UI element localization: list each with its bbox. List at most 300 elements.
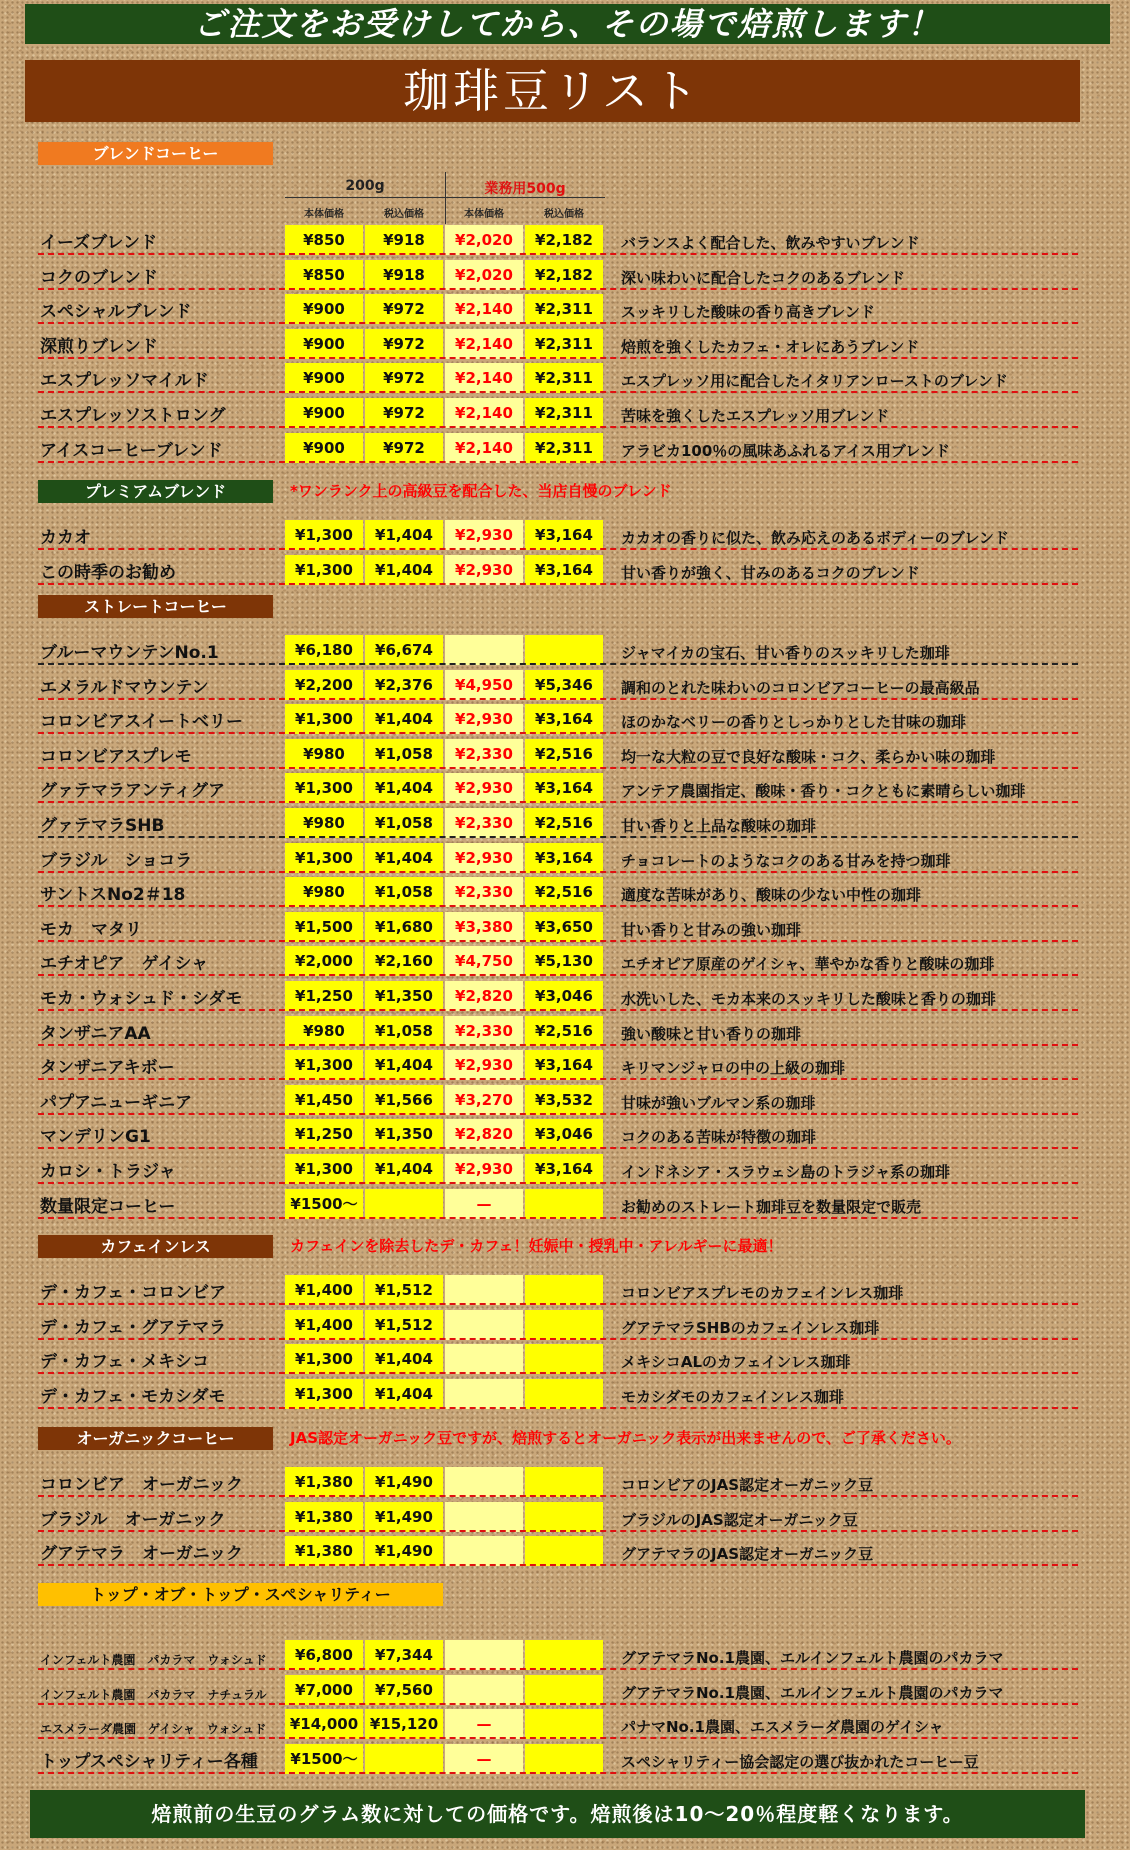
price-500g-tax bbox=[525, 1379, 603, 1409]
product-description: グアテマラNo.1農園、エルインフェルト農園のパカラマ bbox=[621, 1683, 1004, 1702]
table-row bbox=[38, 1675, 1078, 1705]
row-underline bbox=[38, 322, 1078, 324]
price-200g-base: ¥1,300 bbox=[285, 843, 363, 873]
price-200g-tax: ¥1,680 bbox=[365, 912, 443, 942]
price-200g-tax: ¥2,376 bbox=[365, 670, 443, 700]
price-500g-base bbox=[445, 1379, 523, 1409]
price-500g-base: ¥2,930 bbox=[445, 555, 523, 585]
product-name: タンザニアキボー bbox=[40, 1058, 175, 1079]
header-500g-base: 本体価格 bbox=[464, 209, 504, 220]
price-500g-base: ¥2,820 bbox=[445, 1119, 523, 1149]
price-500g-base: — bbox=[445, 1189, 523, 1219]
price-200g-tax: ¥1,404 bbox=[365, 1154, 443, 1184]
row-underline bbox=[38, 1737, 1078, 1739]
row-underline bbox=[38, 1668, 1078, 1670]
product-description: キリマンジャロの中の上級の珈琲 bbox=[621, 1059, 846, 1078]
price-200g-base: ¥900 bbox=[285, 294, 363, 324]
product-description: グアテマラNo.1農園、エルインフェルト農園のパカラマ bbox=[621, 1649, 1004, 1667]
price-200g-base: ¥850 bbox=[285, 225, 363, 255]
product-description: 苦味を強くしたエスプレッソ用ブレンド bbox=[621, 407, 890, 425]
price-200g-base: ¥1,250 bbox=[285, 1119, 363, 1149]
product-description: ブラジルのJAS認定オーガニック豆 bbox=[621, 1510, 858, 1529]
section-label-organic: オーガニックコーヒー bbox=[38, 1427, 273, 1450]
table-row bbox=[38, 912, 1078, 942]
table-row bbox=[38, 739, 1078, 769]
price-200g-base: ¥900 bbox=[285, 363, 363, 393]
product-name: ブラジル オーガニック bbox=[40, 1509, 226, 1530]
price-200g-tax: ¥7,560 bbox=[365, 1675, 443, 1705]
table-row bbox=[38, 294, 1078, 324]
price-200g-base: ¥980 bbox=[285, 1016, 363, 1046]
price-200g-tax: ¥1,350 bbox=[365, 981, 443, 1011]
price-500g-base bbox=[445, 1275, 523, 1305]
row-underline bbox=[38, 1009, 1078, 1011]
price-500g-tax: ¥3,164 bbox=[525, 555, 603, 585]
price-200g-base: ¥980 bbox=[285, 739, 363, 769]
price-200g-base: ¥2,200 bbox=[285, 670, 363, 700]
table-row bbox=[38, 1275, 1078, 1305]
product-name: インフェルト農園 パカラマ ナチュラル bbox=[40, 1687, 267, 1702]
price-500g-tax bbox=[525, 1467, 603, 1497]
product-name: コロンビアスプレモ bbox=[40, 746, 192, 767]
table-row bbox=[38, 1344, 1078, 1374]
product-name: エスプレッソマイルド bbox=[40, 371, 209, 392]
product-name: スペシャルブレンド bbox=[40, 302, 192, 323]
product-name: グァテマラアンティグア bbox=[40, 781, 225, 802]
price-200g-base: ¥1,400 bbox=[285, 1275, 363, 1305]
table-row bbox=[38, 1050, 1078, 1080]
price-500g-base: ¥2,930 bbox=[445, 1154, 523, 1184]
price-200g-base: ¥14,000 bbox=[285, 1709, 363, 1739]
price-500g-tax: ¥2,516 bbox=[525, 877, 603, 907]
product-name: デ・カフェ・モカシダモ bbox=[40, 1386, 226, 1407]
product-name: タンザニアAA bbox=[40, 1023, 151, 1044]
price-500g-base: ¥2,140 bbox=[445, 294, 523, 324]
price-200g-tax: ¥972 bbox=[365, 398, 443, 428]
price-500g-base bbox=[445, 1467, 523, 1497]
price-500g-base bbox=[445, 1344, 523, 1374]
product-description: 深い味わいに配合したコクのあるブレンド bbox=[621, 268, 906, 287]
product-description: お勧めのストレート珈琲豆を数量限定で販売 bbox=[621, 1197, 922, 1216]
premium-note: *ワンランク上の高級豆を配合した、当店自慢のブレンド bbox=[290, 482, 672, 500]
price-200g-base: ¥1,300 bbox=[285, 555, 363, 585]
price-500g-base: ¥4,950 bbox=[445, 670, 523, 700]
price-500g-base bbox=[445, 1536, 523, 1566]
header-200g-tax: 税込価格 bbox=[384, 209, 424, 220]
table-row bbox=[38, 877, 1078, 907]
table-row bbox=[38, 260, 1078, 290]
price-500g-tax: ¥5,130 bbox=[525, 946, 603, 976]
price-200g-tax: ¥1,404 bbox=[365, 843, 443, 873]
header-200g: 200g bbox=[345, 178, 385, 194]
price-200g-base: ¥1,300 bbox=[285, 1050, 363, 1080]
product-name: デ・カフェ・コロンビア bbox=[40, 1283, 227, 1303]
row-underline bbox=[38, 1044, 1078, 1046]
table-row bbox=[38, 1640, 1078, 1670]
row-underline bbox=[38, 1772, 1078, 1774]
row-underline bbox=[38, 357, 1078, 359]
price-500g-tax: ¥2,311 bbox=[525, 329, 603, 359]
table-row bbox=[38, 946, 1078, 976]
price-200g-base: ¥1,400 bbox=[285, 1310, 363, 1340]
product-description: チョコレートのようなコクのある甘みを持つ珈琲 bbox=[621, 851, 951, 870]
price-500g-base: ¥2,140 bbox=[445, 329, 523, 359]
table-row bbox=[38, 1502, 1078, 1532]
row-underline bbox=[38, 1338, 1078, 1340]
price-200g-tax: ¥1,058 bbox=[365, 808, 443, 838]
product-name: トップスペシャリティー各種 bbox=[40, 1751, 258, 1772]
table-row bbox=[38, 704, 1078, 734]
row-underline bbox=[38, 1147, 1078, 1149]
table-row bbox=[38, 1085, 1078, 1115]
price-500g-tax: ¥2,182 bbox=[525, 225, 603, 255]
product-name: コロンビア オーガニック bbox=[40, 1475, 243, 1495]
price-500g-base bbox=[445, 1310, 523, 1340]
product-description: パナマNo.1農園、エスメラーダ農園のゲイシャ bbox=[621, 1718, 944, 1737]
price-200g-base: ¥1,300 bbox=[285, 773, 363, 803]
table-row bbox=[38, 1379, 1078, 1409]
price-200g-tax: ¥1,512 bbox=[365, 1275, 443, 1305]
price-200g-tax: ¥1,404 bbox=[365, 555, 443, 585]
product-name: アイスコーヒーブレンド bbox=[40, 440, 223, 461]
row-underline bbox=[38, 1703, 1078, 1705]
product-name: デ・カフェ・グアテマラ bbox=[40, 1317, 227, 1338]
row-underline bbox=[38, 663, 1078, 665]
price-500g-base: ¥2,140 bbox=[445, 363, 523, 393]
price-500g-tax bbox=[525, 1344, 603, 1374]
table-row bbox=[38, 555, 1078, 585]
row-underline bbox=[38, 1113, 1078, 1115]
product-name: インフェルト農園 パカラマ ウォシュド bbox=[40, 1653, 267, 1667]
product-name: カロシ・トラジャ bbox=[40, 1162, 176, 1182]
product-name: カカオ bbox=[40, 528, 91, 548]
product-description: アンテア農園指定、酸味・香り・コクともに素晴らしい珈琲 bbox=[621, 782, 1026, 801]
product-description: コロンビアスプレモのカフェインレス珈琲 bbox=[621, 1284, 904, 1302]
product-name: パプアニューギニア bbox=[40, 1092, 193, 1113]
price-500g-tax bbox=[525, 1640, 603, 1670]
price-200g-tax: ¥1,490 bbox=[365, 1502, 443, 1532]
price-500g-tax: ¥3,164 bbox=[525, 704, 603, 734]
product-description: 強い酸味と甘い香りの珈琲 bbox=[621, 1024, 802, 1043]
row-underline bbox=[38, 1217, 1078, 1219]
price-500g-tax: ¥5,346 bbox=[525, 670, 603, 700]
product-description: 水洗いした、モカ本来のスッキリした酸味と香りの珈琲 bbox=[621, 990, 996, 1008]
price-500g-tax bbox=[525, 1709, 603, 1739]
price-200g-base: ¥1,300 bbox=[285, 520, 363, 550]
row-underline bbox=[38, 836, 1078, 838]
product-name: マンデリンG1 bbox=[40, 1127, 151, 1148]
price-200g-tax: ¥1,404 bbox=[365, 773, 443, 803]
price-500g-tax: ¥3,046 bbox=[525, 981, 603, 1011]
price-500g-base: ¥2,020 bbox=[445, 260, 523, 290]
product-description: 調和のとれた味わいのコロンビアコーヒーの最高級品 bbox=[621, 678, 980, 697]
product-name: デ・カフェ・メキシコ bbox=[40, 1352, 209, 1373]
row-underline bbox=[38, 1078, 1078, 1080]
price-500g-base: ¥2,020 bbox=[445, 225, 523, 255]
price-200g-base: ¥1,300 bbox=[285, 704, 363, 734]
product-description: グアテマラSHBのカフェインレス珈琲 bbox=[621, 1318, 880, 1337]
organic-note: JAS認定オーガニック豆ですが、焙煎するとオーガニック表示が出来ませんので、ご了承ください。 bbox=[290, 1429, 961, 1447]
price-200g-tax: ¥1,512 bbox=[365, 1310, 443, 1340]
header-500g-tax: 税込価格 bbox=[544, 209, 584, 220]
row-underline bbox=[38, 1407, 1078, 1409]
product-description: アラビカ100％の風味あふれるアイス用ブレンド bbox=[621, 441, 950, 460]
price-200g-base: ¥1,380 bbox=[285, 1536, 363, 1566]
product-description: 焙煎を強くしたカフェ・オレにあうブレンド bbox=[621, 337, 920, 356]
table-row bbox=[38, 433, 1078, 463]
price-500g-tax: ¥2,516 bbox=[525, 739, 603, 769]
table-row bbox=[38, 773, 1078, 803]
table-row bbox=[38, 981, 1078, 1011]
product-description: 適度な苦味があり、酸味の少ない中性の珈琲 bbox=[621, 886, 922, 905]
price-200g-tax: ¥1,404 bbox=[365, 1344, 443, 1374]
product-name: グァテマラSHB bbox=[40, 816, 165, 836]
price-500g-base bbox=[445, 1502, 523, 1532]
price-500g-tax bbox=[525, 1675, 603, 1705]
section-label-straight: ストレートコーヒー bbox=[38, 595, 273, 618]
price-200g-tax: ¥972 bbox=[365, 294, 443, 324]
table-row bbox=[38, 1189, 1078, 1219]
table-row bbox=[38, 520, 1078, 550]
price-500g-base: ¥2,140 bbox=[445, 433, 523, 463]
table-row bbox=[38, 363, 1078, 393]
price-200g-base: ¥1,450 bbox=[285, 1085, 363, 1115]
product-name: 数量限定コーヒー bbox=[40, 1196, 176, 1217]
price-200g-tax: ¥6,674 bbox=[365, 635, 443, 665]
table-row bbox=[38, 670, 1078, 700]
price-500g-tax: ¥3,164 bbox=[525, 843, 603, 873]
price-500g-tax: ¥3,164 bbox=[525, 520, 603, 550]
product-description: ジャマイカの宝石、甘い香りのスッキリした珈琲 bbox=[621, 644, 950, 662]
price-200g-tax: ¥1,350 bbox=[365, 1119, 443, 1149]
price-500g-base: ¥2,930 bbox=[445, 1050, 523, 1080]
product-name: モカ マタリ bbox=[40, 919, 142, 940]
price-500g-tax: ¥2,182 bbox=[525, 260, 603, 290]
price-200g-base: ¥6,180 bbox=[285, 635, 363, 665]
price-500g-tax: ¥3,532 bbox=[525, 1085, 603, 1115]
price-500g-base: — bbox=[445, 1709, 523, 1739]
price-200g-tax: ¥918 bbox=[365, 260, 443, 290]
product-description: コロンビアのJAS認定オーガニック豆 bbox=[621, 1476, 874, 1494]
row-underline bbox=[38, 583, 1078, 585]
row-underline bbox=[38, 871, 1078, 873]
price-500g-tax: ¥3,164 bbox=[525, 773, 603, 803]
price-500g-tax: ¥2,311 bbox=[525, 363, 603, 393]
price-200g-base: ¥980 bbox=[285, 877, 363, 907]
price-500g-tax bbox=[525, 635, 603, 665]
product-description: エチオピア原産のゲイシャ、華やかな香りと酸味の珈琲 bbox=[621, 955, 995, 974]
price-500g-tax: ¥2,311 bbox=[525, 433, 603, 463]
price-500g-tax: ¥3,650 bbox=[525, 912, 603, 942]
product-description: 甘味が強いブルマン系の珈琲 bbox=[621, 1093, 816, 1112]
price-200g-base: ¥1,500 bbox=[285, 912, 363, 942]
price-200g-tax: ¥1,404 bbox=[365, 1379, 443, 1409]
price-500g-tax: ¥3,164 bbox=[525, 1050, 603, 1080]
price-200g-base: ¥2,000 bbox=[285, 946, 363, 976]
price-500g-tax bbox=[525, 1310, 603, 1340]
price-500g-tax: ¥2,311 bbox=[525, 398, 603, 428]
price-200g-base: ¥1500～ bbox=[285, 1744, 363, 1774]
row-underline bbox=[38, 1495, 1078, 1497]
table-row bbox=[38, 1744, 1078, 1774]
price-200g-base: ¥850 bbox=[285, 260, 363, 290]
price-200g-base: ¥1,380 bbox=[285, 1467, 363, 1497]
product-name: イーズブレンド bbox=[40, 233, 158, 253]
row-underline bbox=[38, 905, 1078, 907]
product-description: 甘い香りと上品な酸味の珈琲 bbox=[621, 817, 817, 835]
price-200g-tax: ¥1,490 bbox=[365, 1467, 443, 1497]
price-200g-base: ¥980 bbox=[285, 808, 363, 838]
product-name: エメラルドマウンテン bbox=[40, 677, 209, 698]
section-label-top: トップ・オブ・トップ・スペシャリティー bbox=[38, 1583, 443, 1606]
row-underline bbox=[38, 391, 1078, 393]
price-200g-base: ¥900 bbox=[285, 398, 363, 428]
price-200g-base: ¥1500～ bbox=[285, 1189, 363, 1219]
row-underline bbox=[38, 1303, 1078, 1305]
price-200g-tax: ¥1,058 bbox=[365, 739, 443, 769]
row-underline bbox=[38, 253, 1078, 255]
product-description: 甘い香りと甘みの強い珈琲 bbox=[621, 920, 802, 939]
price-200g-base: ¥7,000 bbox=[285, 1675, 363, 1705]
price-500g-base bbox=[445, 1640, 523, 1670]
row-underline bbox=[38, 548, 1078, 550]
top-banner: ご注文をお受けしてから、その場で焙煎します！ bbox=[25, 4, 1110, 44]
price-500g-base bbox=[445, 635, 523, 665]
price-200g-tax: ¥972 bbox=[365, 433, 443, 463]
table-row bbox=[38, 329, 1078, 359]
price-200g-base: ¥1,300 bbox=[285, 1379, 363, 1409]
price-500g-base: ¥2,930 bbox=[445, 843, 523, 873]
row-underline bbox=[38, 288, 1078, 290]
table-row bbox=[38, 1709, 1078, 1739]
row-underline bbox=[38, 1372, 1078, 1374]
price-200g-base: ¥900 bbox=[285, 329, 363, 359]
bottom-banner: 焙煎前の生豆のグラム数に対しての価格です。焙煎後は10～20％程度軽くなります。 bbox=[30, 1790, 1085, 1838]
table-row bbox=[38, 1154, 1078, 1184]
table-row bbox=[38, 1119, 1078, 1149]
price-200g-base: ¥1,300 bbox=[285, 1154, 363, 1184]
product-name: エスプレッソストロング bbox=[40, 406, 226, 426]
price-200g-tax: ¥1,404 bbox=[365, 1050, 443, 1080]
price-500g-tax: ¥2,516 bbox=[525, 808, 603, 838]
row-underline bbox=[38, 426, 1078, 428]
price-500g-tax: ¥2,516 bbox=[525, 1016, 603, 1046]
price-200g-base: ¥1,380 bbox=[285, 1502, 363, 1532]
product-description: エスプレッソ用に配合したイタリアンローストのブレンド bbox=[621, 372, 1008, 391]
price-500g-tax: ¥2,311 bbox=[525, 294, 603, 324]
price-500g-tax: ¥3,164 bbox=[525, 1154, 603, 1184]
price-500g-base: ¥4,750 bbox=[445, 946, 523, 976]
product-description: コクのある苦味が特徴の珈琲 bbox=[621, 1128, 817, 1147]
product-name: ブルーマウンテンNo.1 bbox=[40, 643, 219, 663]
price-200g-tax: ¥1,566 bbox=[365, 1085, 443, 1115]
row-underline bbox=[38, 974, 1078, 976]
price-200g-tax: ¥1,404 bbox=[365, 520, 443, 550]
table-row bbox=[38, 635, 1078, 665]
product-name: モカ・ウォシュド・シダモ bbox=[40, 989, 243, 1009]
price-200g-tax: ¥1,058 bbox=[365, 1016, 443, 1046]
row-underline bbox=[38, 1564, 1078, 1566]
product-description: バランスよく配合した、飲みやすいブレンド bbox=[621, 234, 920, 252]
price-500g-base: ¥3,270 bbox=[445, 1085, 523, 1115]
price-500g-base: ¥2,140 bbox=[445, 398, 523, 428]
price-500g-base: ¥2,820 bbox=[445, 981, 523, 1011]
price-500g-base: — bbox=[445, 1744, 523, 1774]
price-500g-base: ¥2,930 bbox=[445, 704, 523, 734]
product-description: 均一な大粒の豆で良好な酸味・コク、柔らかい味の珈琲 bbox=[621, 747, 996, 766]
row-underline bbox=[38, 732, 1078, 734]
row-underline bbox=[38, 1182, 1078, 1184]
price-500g-base: ¥3,380 bbox=[445, 912, 523, 942]
product-description: スッキリした酸味の香り高きブレンド bbox=[621, 303, 875, 322]
price-200g-tax bbox=[365, 1744, 443, 1774]
price-500g-tax bbox=[525, 1275, 603, 1305]
product-name: グアテマラ オーガニック bbox=[40, 1544, 243, 1565]
row-underline bbox=[38, 1530, 1078, 1532]
price-200g-tax: ¥972 bbox=[365, 363, 443, 393]
price-500g-base: ¥2,930 bbox=[445, 520, 523, 550]
price-500g-base: ¥2,930 bbox=[445, 773, 523, 803]
price-200g-tax: ¥972 bbox=[365, 329, 443, 359]
product-description: カカオの香りに似た、飲み応えのあるボディーのブレンド bbox=[621, 529, 1009, 547]
product-description: メキシコALのカフェインレス珈琲 bbox=[621, 1353, 851, 1372]
price-500g-tax bbox=[525, 1536, 603, 1566]
price-500g-tax bbox=[525, 1744, 603, 1774]
product-name: サントスNo2＃18 bbox=[40, 885, 186, 906]
section-label-premium: プレミアムブレンド bbox=[38, 480, 273, 503]
price-500g-base: ¥2,330 bbox=[445, 739, 523, 769]
price-500g-base bbox=[445, 1675, 523, 1705]
product-name: コロンビアスイートベリー bbox=[40, 712, 243, 733]
page-title: 珈琲豆リスト bbox=[25, 60, 1080, 122]
section-label-decaf: カフェインレス bbox=[38, 1235, 273, 1258]
table-row bbox=[38, 1536, 1078, 1566]
price-500g-base: ¥2,330 bbox=[445, 1016, 523, 1046]
price-200g-base: ¥1,250 bbox=[285, 981, 363, 1011]
price-200g-tax: ¥1,058 bbox=[365, 877, 443, 907]
price-200g-tax: ¥1,490 bbox=[365, 1536, 443, 1566]
table-row bbox=[38, 808, 1078, 838]
product-name: コクのブレンド bbox=[40, 267, 158, 288]
row-underline bbox=[38, 767, 1078, 769]
row-underline bbox=[38, 461, 1078, 463]
header-200g-base: 本体価格 bbox=[304, 209, 344, 220]
product-name: エチオピア ゲイシャ bbox=[40, 954, 209, 975]
price-200g-tax: ¥1,404 bbox=[365, 704, 443, 734]
price-500g-base: ¥2,330 bbox=[445, 808, 523, 838]
price-200g-tax: ¥918 bbox=[365, 225, 443, 255]
row-underline bbox=[38, 801, 1078, 803]
price-200g-base: ¥6,800 bbox=[285, 1640, 363, 1670]
row-underline bbox=[38, 698, 1078, 700]
table-row bbox=[38, 398, 1078, 428]
product-name: エスメラーダ農園 ゲイシャ ウォシュド bbox=[40, 1722, 267, 1737]
product-description: ほのかなベリーの香りとしっかりとした甘味の珈琲 bbox=[621, 713, 967, 732]
table-row bbox=[38, 1016, 1078, 1046]
price-500g-base: ¥2,330 bbox=[445, 877, 523, 907]
product-description: グアテマラのJAS認定オーガニック豆 bbox=[621, 1545, 874, 1564]
price-200g-tax: ¥15,120 bbox=[365, 1709, 443, 1739]
product-description: スペシャリティー協会認定の選び抜かれたコーヒー豆 bbox=[621, 1752, 979, 1771]
section-label-blend: ブレンドコーヒー bbox=[38, 142, 273, 165]
product-description: モカシダモのカフェインレス珈琲 bbox=[621, 1387, 844, 1406]
table-row bbox=[38, 1467, 1078, 1497]
product-name: この時季のお勧め bbox=[40, 562, 176, 583]
decaf-note: カフェインを除去したデ・カフェ！妊娠中・授乳中・アレルギーに最適！ bbox=[290, 1237, 783, 1255]
price-500g-tax bbox=[525, 1502, 603, 1532]
table-row bbox=[38, 843, 1078, 873]
product-description: 甘い香りが強く、甘みのあるコクのブレンド bbox=[621, 563, 920, 582]
